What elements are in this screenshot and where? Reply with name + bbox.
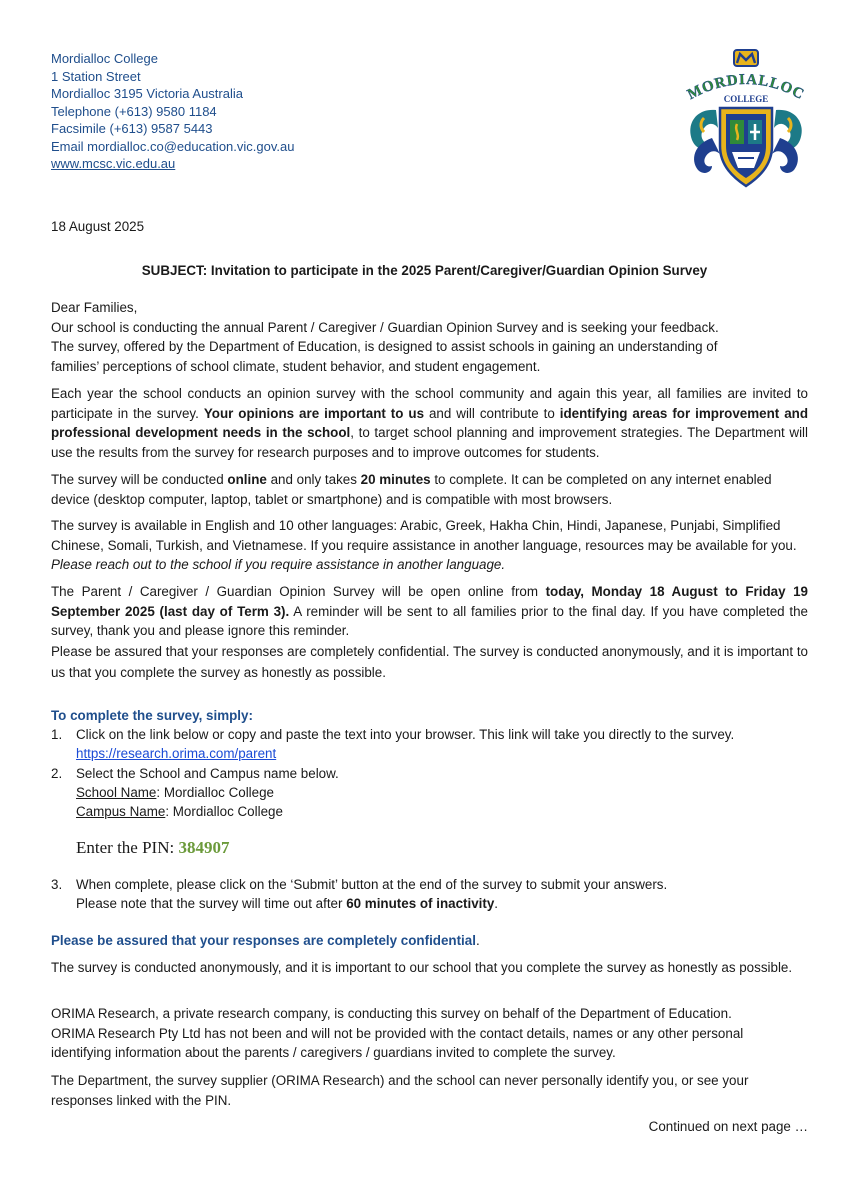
orima-line-2: ORIMA Research Pty Ltd has not been and will not be provided with the contact details, names or any other personal <box>51 1025 744 1041</box>
step3-note-a: Please note that the survey will time out after <box>76 896 347 911</box>
paragraph-online-survey <box>51 470 808 509</box>
school-name: Mordialloc College <box>51 51 158 66</box>
step2-number: 2. <box>51 766 63 781</box>
para5-text-c: A reminder will be sent to all families prior to the final day. If you have completed the survey, thank you and please ignore this reminder. <box>51 603 808 638</box>
confidential-heading-text: Please be assured that your responses are completely confidential <box>51 933 476 948</box>
pin-label: Enter the PIN: <box>76 838 179 857</box>
survey-link[interactable]: https://research.orima.com/parent <box>76 746 277 761</box>
campus-name-row <box>76 802 283 822</box>
website-link[interactable]: www.mcsc.vic.edu.au <box>51 156 176 171</box>
steps-list <box>51 725 808 925</box>
paragraph-confidential-note: Please be assured that your responses are completely confidential. The survey is conducted anonymously, and it is important to us that you complete the survey as honestly as possible. <box>51 644 808 680</box>
para3-text-c: and only takes <box>266 472 361 487</box>
orima-line-3: identifying information about the parents / caregivers / guardians invited to complete the survey. <box>51 1045 616 1060</box>
para4-text-a: The survey is available in English and 10 other languages: Arabic, Greek, Hakha Chin, Hindi, Japanese, Punjabi, Simplified Chinese, Somali, Turkish, and Vietnamese. If you require assistance in another language, resources may be available for you. <box>51 518 797 553</box>
email-line: Email mordialloc.co@education.vic.gov.au <box>51 138 295 154</box>
school-name-label: School Name <box>76 785 157 800</box>
step3-note-bold: 60 minutes of inactivity <box>346 896 495 911</box>
intro-line-1: Our school is conducting the annual Parent / Caregiver / Guardian Opinion Survey and is seeking your feedback. <box>51 319 719 335</box>
orima-line-1: ORIMA Research, a private research company, is conducting this survey on behalf of the Department of Education. <box>51 1006 732 1021</box>
intro-line-2: The survey, offered by the Department of Education, is designed to assist schools in gaining an understanding of <box>51 339 718 354</box>
letter-date: 18 August 2025 <box>51 219 145 234</box>
para5-bold-dates: today, Monday 18 August to Friday 19 September 2025 (last day of Term 3). <box>51 584 808 619</box>
paragraph-identification <box>51 1071 808 1110</box>
para5-text-a: The Parent / Caregiver / Guardian Opinion Survey will be open online from <box>51 584 546 599</box>
crest-emblem-icon <box>682 48 810 190</box>
paragraph-languages <box>51 516 808 575</box>
para4-italic-assistance: Please reach out to the school if you require assistance in another language. <box>51 557 506 572</box>
campus-name-value: : Mordialloc College <box>165 804 283 819</box>
para2-text-e: , to target school planning and improvement strategies. The Department will use the results from the survey for research purposes and to improve outcomes for students. <box>51 425 809 460</box>
facsimile-line: Facsimile (+613) 9587 5443 <box>51 121 213 136</box>
para3-text-a: The survey will be conducted <box>51 472 228 487</box>
school-name-row <box>76 783 274 803</box>
crest-name-bottom: COLLEGE <box>723 94 769 104</box>
para3-bold-online: online <box>227 472 267 487</box>
para3-text-e: to complete. It can be completed on any internet enabled device (desktop computer, laptop, tablet or smartphone) and is compatible with most browsers. <box>51 472 772 507</box>
greeting-and-intro <box>51 298 808 376</box>
pin-row <box>76 838 229 858</box>
para2-bold-areas: identifying areas for improvement and professional development needs in the school <box>51 405 808 440</box>
step1-number: 1. <box>51 727 63 742</box>
telephone-line: Telephone (+613) 9580 1184 <box>51 103 217 119</box>
para2-bold-opinions: Your opinions are important to us <box>203 405 425 421</box>
paragraph-annual-survey <box>51 384 808 462</box>
greeting: Dear Families, <box>51 300 138 315</box>
paragraph-anonymous: The survey is conducted anonymously, and it is important to our school that you complete the survey as honestly as possible. <box>51 960 793 975</box>
para2-text-c: and will contribute to <box>424 405 560 421</box>
step2-text: Select the School and Campus name below. <box>76 766 339 781</box>
step1-text: Click on the link below or copy and paste the text into your browser. This link will take you directly to the survey. <box>76 727 735 742</box>
letterhead-address <box>51 50 294 173</box>
confidential-heading <box>51 931 808 951</box>
intro-line-3: families’ perceptions of school climate, student behavior, and student engagement. <box>51 358 541 374</box>
para2-text-a: Each year the school conducts an opinion survey with the school community and again this year, all families are invited to participate in the survey. <box>51 386 808 421</box>
college-crest-logo <box>682 48 810 190</box>
identification-line-2: responses linked with the PIN. <box>51 1092 232 1108</box>
campus-name-label: Campus Name <box>76 804 166 819</box>
suburb-address: Mordialloc 3195 Victoria Australia <box>51 86 243 101</box>
continued-note: Continued on next page … <box>648 1119 808 1134</box>
letter-subject: SUBJECT: Invitation to participate in the 2025 Parent/Caregiver/Guardian Opinion Survey <box>141 263 708 278</box>
step3-number: 3. <box>51 877 63 892</box>
crest-name-top: MORDIALLOC <box>685 71 808 104</box>
paragraph-orima <box>51 1004 808 1063</box>
steps-heading: To complete the survey, simply: <box>51 708 253 723</box>
identification-line-1: The Department, the survey supplier (ORIMA Research) and the school can never personally identify you, or see your <box>51 1073 749 1088</box>
paragraph-survey-dates <box>51 582 808 641</box>
pin-value: 384907 <box>178 838 230 857</box>
step3-text: When complete, please click on the ‘Submit’ button at the end of the survey to submit your answers. <box>76 877 668 892</box>
street-address: 1 Station Street <box>51 68 141 84</box>
para3-bold-duration: 20 minutes <box>360 472 431 487</box>
step3-note <box>76 894 498 914</box>
confidential-heading-period: . <box>475 933 480 948</box>
step3-note-c: . <box>494 896 499 911</box>
school-name-value: : Mordialloc College <box>156 785 274 800</box>
